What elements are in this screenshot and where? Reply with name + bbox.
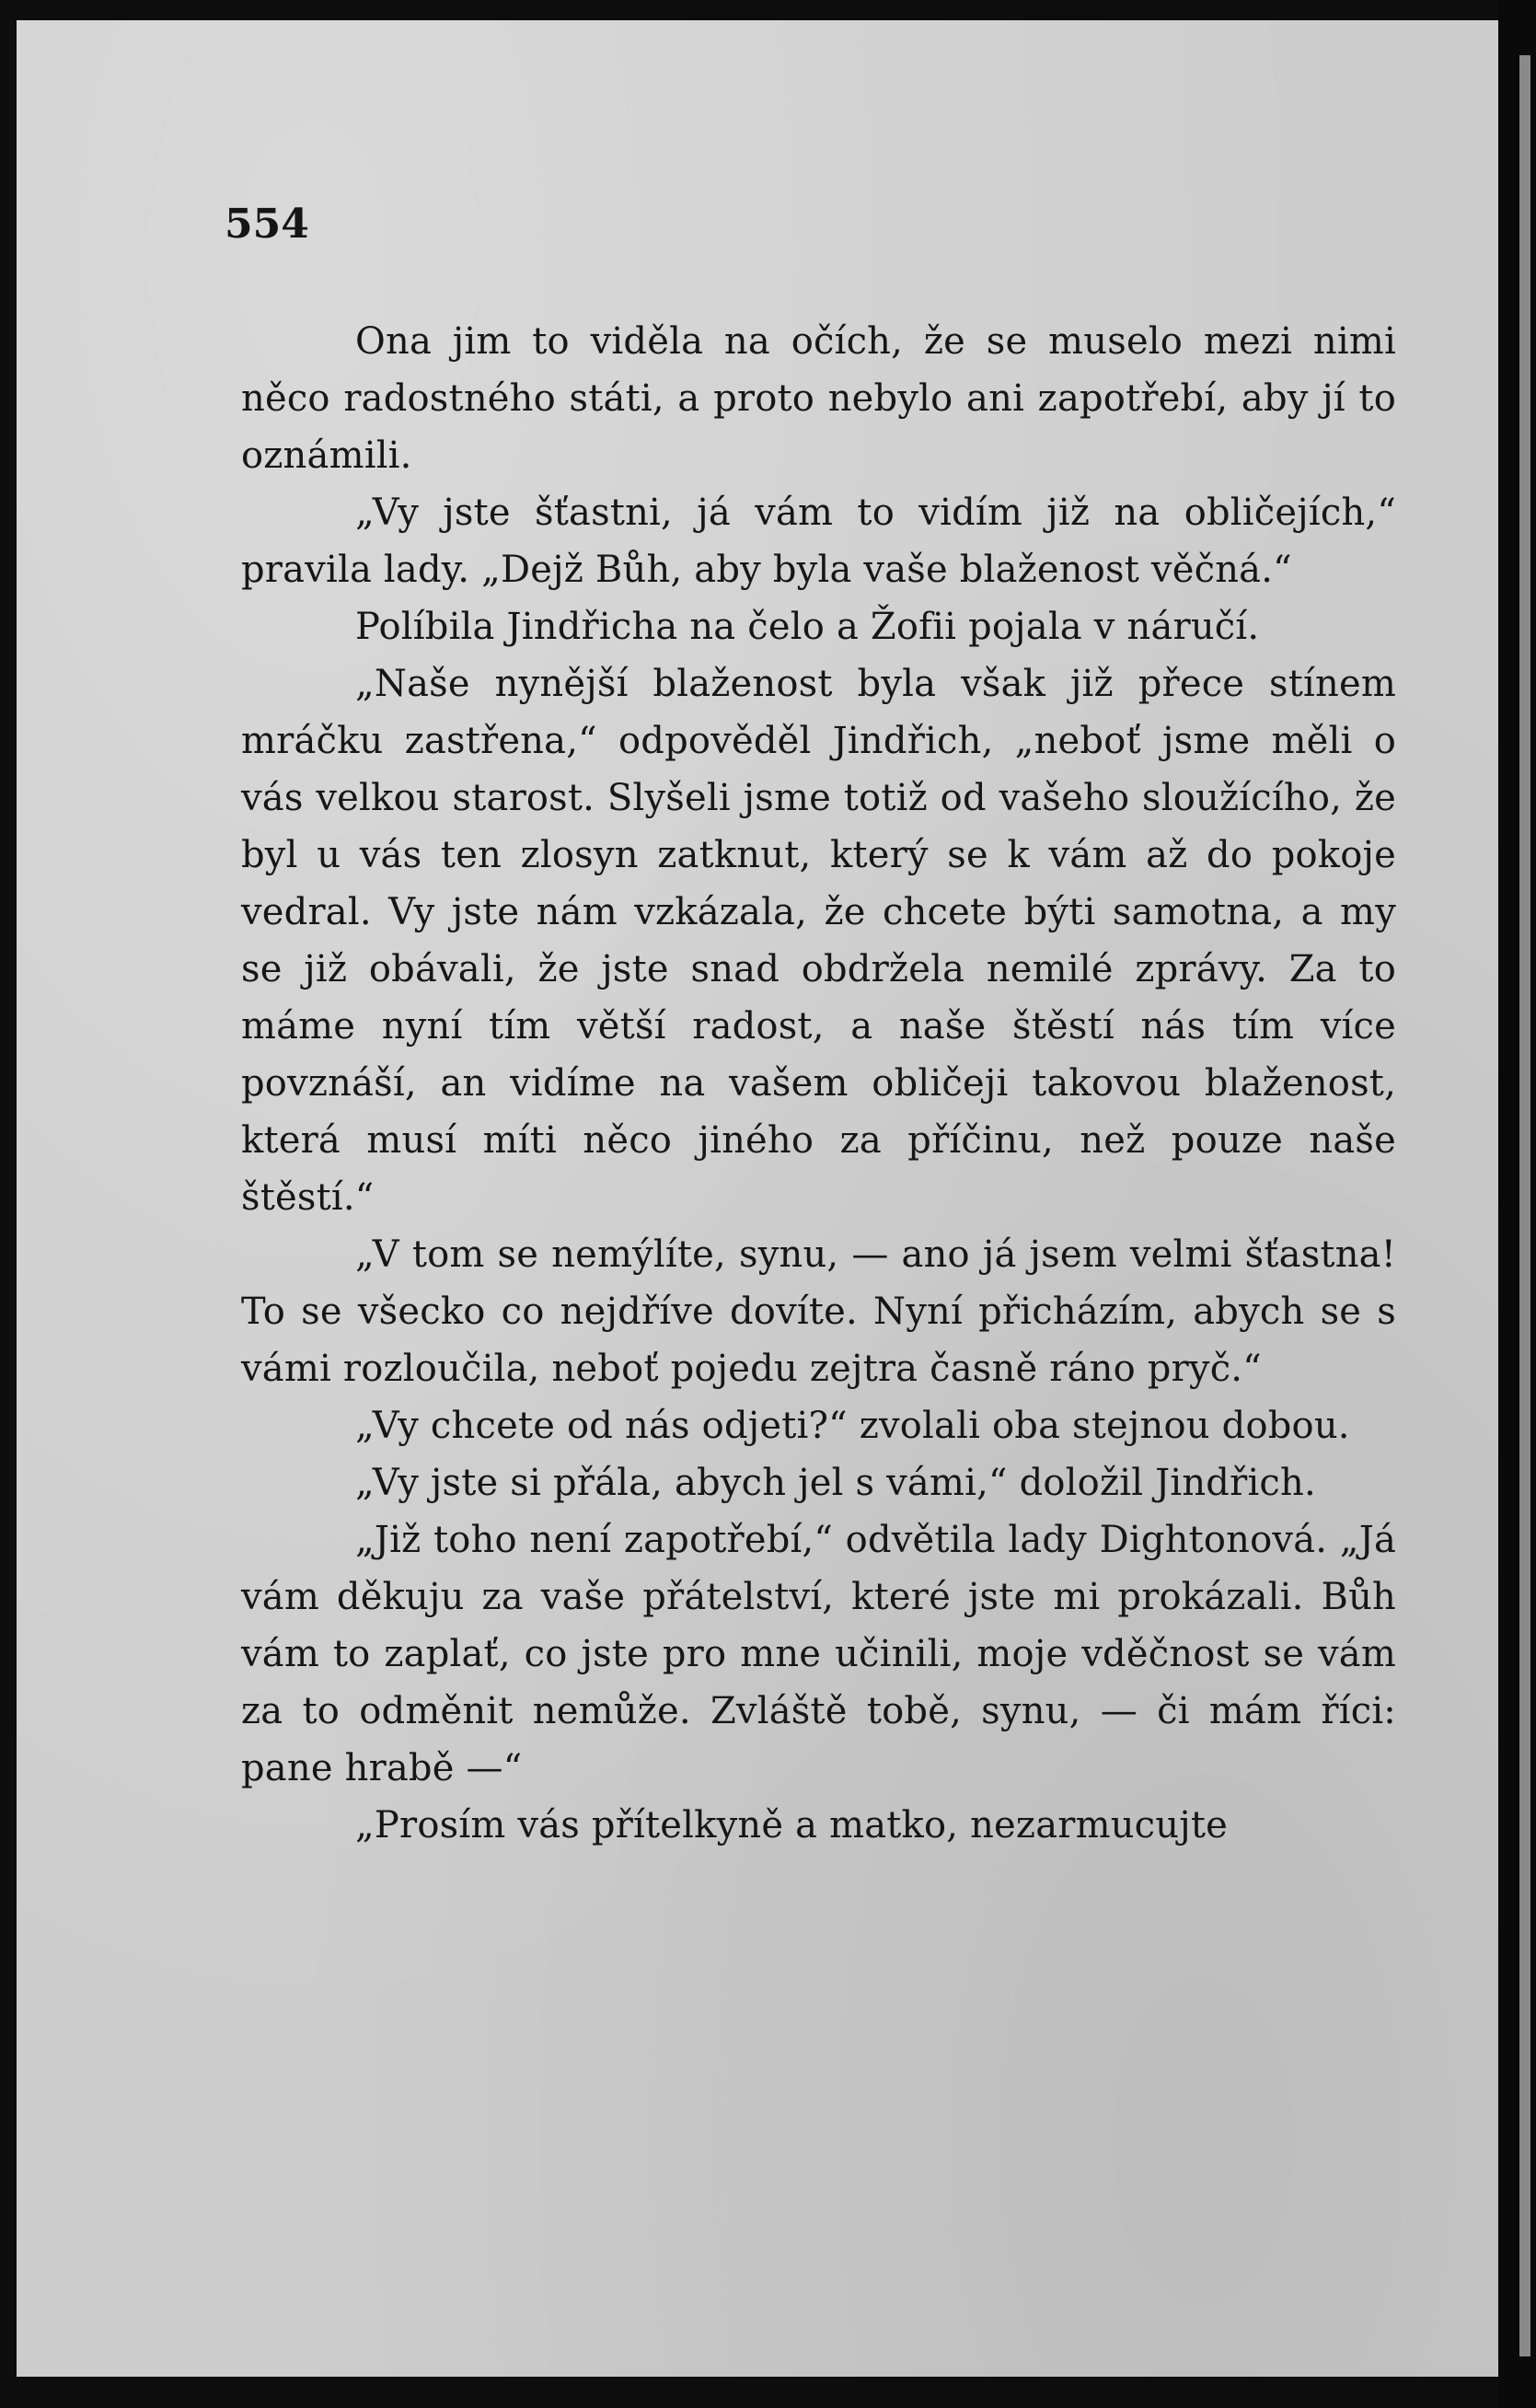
paragraph: „V tom se nemýlíte, synu, — ano já jsem velmi šťastna! To se všecko co nejdříve dovíte. Nyní přicházím, abych se s vámi rozloučila, neboť pojedu zejtra časně ráno pryč.“	[241, 1233, 1396, 1390]
paragraph: „Vy jste šťastni, já vám to vidím již na obličejích,“ pravila lady. „Dejž Bůh, aby byla vaše blaženost věčná.“	[241, 492, 1396, 591]
paragraph: Ona jim to viděla na očích, že se muselo mezi nimi něco radostného státi, a proto nebylo ani zapotřebí, aby jí to oznámili.	[241, 320, 1396, 477]
page-text	[241, 313, 1396, 1854]
page-number: 554	[225, 201, 309, 248]
paragraph: „Prosím vás přítelkyně a matko, nezarmucujte	[355, 1804, 1228, 1847]
paragraph: „Vy chcete od nás odjeti?“ zvolali oba stejnou dobou.	[355, 1405, 1350, 1447]
book-page	[17, 20, 1498, 2377]
paragraph: Políbila Jindřicha na čelo a Žofii pojala v náručí.	[355, 606, 1260, 648]
paragraph: „Vy jste si přála, abych jel s vámi,“ doložil Jindřich.	[355, 1462, 1316, 1504]
paragraph: „Již toho není zapotřebí,“ odvětila lady Dightonová. „Já vám děkuju za vaše přátelství, které jste mi prokázali. Bůh vám to zaplať, co jste pro mne učinili, moje vděčnost se vám za to odměnit nemůže. Zvláště tobě, synu, — či mám říci: pane hrabě —“	[241, 1519, 1396, 1789]
page-edge-shadow	[1498, 0, 1536, 2408]
paragraph: „Naše nynější blaženost byla však již přece stínem mráčku zastřena,“ odpověděl Jindřich, „neboť jsme měli o vás velkou starost. Slyšeli jsme totiž od vašeho sloužícího, že byl u vás ten zlosyn zatknut, který se k vám až do pokoje vedral. Vy jste nám vzkázala, že chcete býti samotna, a my se již obávali, že jste snad obdržela nemilé zprávy. Za to máme nyní tím větší radost, a naše štěstí nás tím více povznáší, an vidíme na vašem obličeji takovou blaženost, která musí míti něco jiného za příčinu, než pouze naše štěstí.“	[241, 663, 1396, 1219]
page-edge-strip	[1519, 55, 1530, 2356]
